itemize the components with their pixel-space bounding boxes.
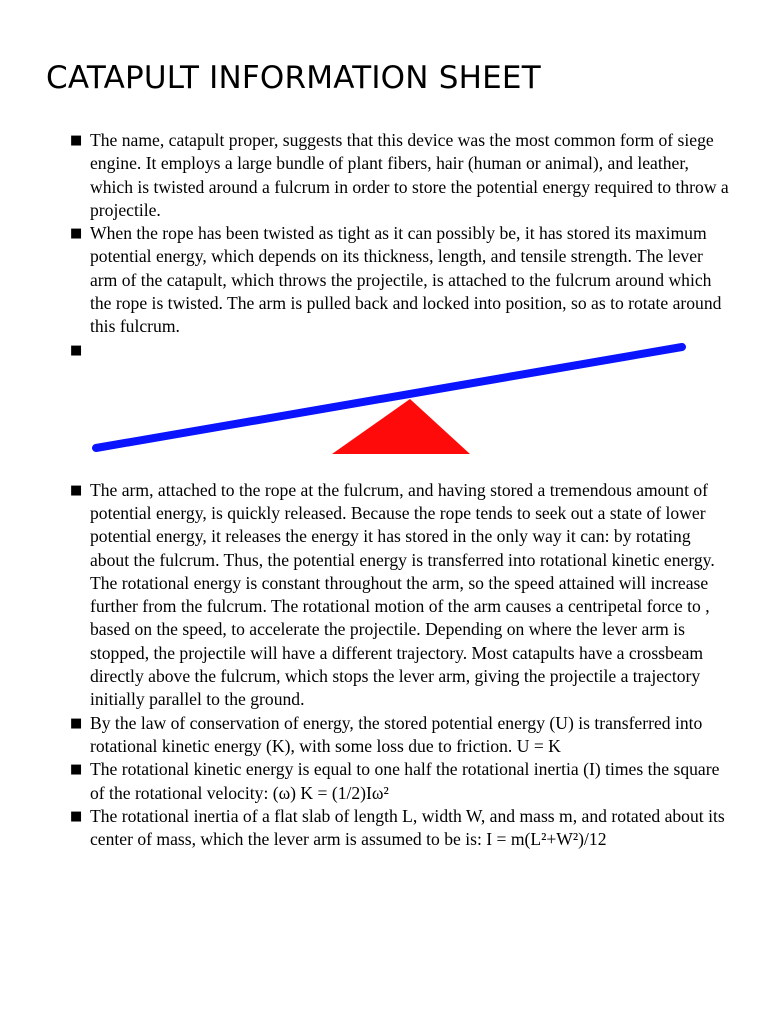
list-item (70, 712, 730, 759)
paragraph-text: The rotational inertia of a flat slab of length L, width W, and mass m, and rotated about its center of mass, which the lever arm is assumed to be is: I = m(L²+W²)/12 (90, 805, 725, 850)
square-bullet-icon: ■ (70, 808, 83, 824)
square-bullet-icon: ■ (70, 133, 83, 148)
paragraph-text: The name, catapult proper, suggests that this device was the most common form of siege engine. It employs a large bundle of plant fibers, hair (human or animal), and leather, which is twisted around a fulcrum in order to store the potential energy required to throw a projectile. (90, 130, 729, 220)
paragraph-text: When the rope has been twisted as tight as it can possibly be, it has stored its maximum potential energy, which depends on its thickness, length, and tensile strength. The lever arm of the catapult, which throws the projectile, is attached to the fulcrum around which the rope is twisted. The arm is pulled back and locked into position, so as to rotate around this fulcrum. (90, 223, 722, 337)
paragraph-text: The arm, attached to the rope at the fulcrum, and having stored a tremendous amount of potential energy, is quickly released. Because the rope tends to seek out a state of lower potential energy, it releases the energy it has stored in the only way it can: by rotating about the fulcrum. Thus, the potential energy is transferred into rotational kinetic energy. The rotational energy is constant throughout the arm, so the speed attained will increase further from the fulcrum. The rotational motion of the arm causes a centripetal force to , based on the speed, to accelerate the projectile. Depending on where the lever arm is stopped, the projectile will have a different trajectory. Most catapults have a crossbeam directly above the fulcrum, which stops the lever arm, giving the projectile a trajectory initially parallel to the ground. (90, 479, 715, 710)
list-item (70, 222, 730, 338)
lever-fulcrum-diagram (90, 345, 690, 465)
paragraph-text: By the law of conservation of energy, the stored potential energy (U) is transferred into rotational kinetic energy (K), with some loss due to friction. U = K (90, 712, 703, 756)
list-item (70, 805, 730, 852)
square-bullet-icon: ■ (70, 226, 83, 242)
square-bullet-icon: ■ (70, 715, 83, 731)
list-item (70, 129, 730, 222)
page-title: CATAPULT INFORMATION SHEET (46, 60, 541, 96)
list-item (70, 758, 730, 805)
paragraph-text: The rotational kinetic energy is equal to one half the rotational inertia (I) times the square of the rotational velocity: (ω) K = (1/2)Iω² (90, 759, 720, 803)
bullet-list (70, 129, 730, 851)
list-item-figure (70, 339, 730, 479)
square-bullet-icon: ■ (70, 342, 83, 358)
list-item (70, 479, 730, 712)
square-bullet-icon: ■ (70, 482, 83, 498)
square-bullet-icon: ■ (70, 762, 83, 778)
